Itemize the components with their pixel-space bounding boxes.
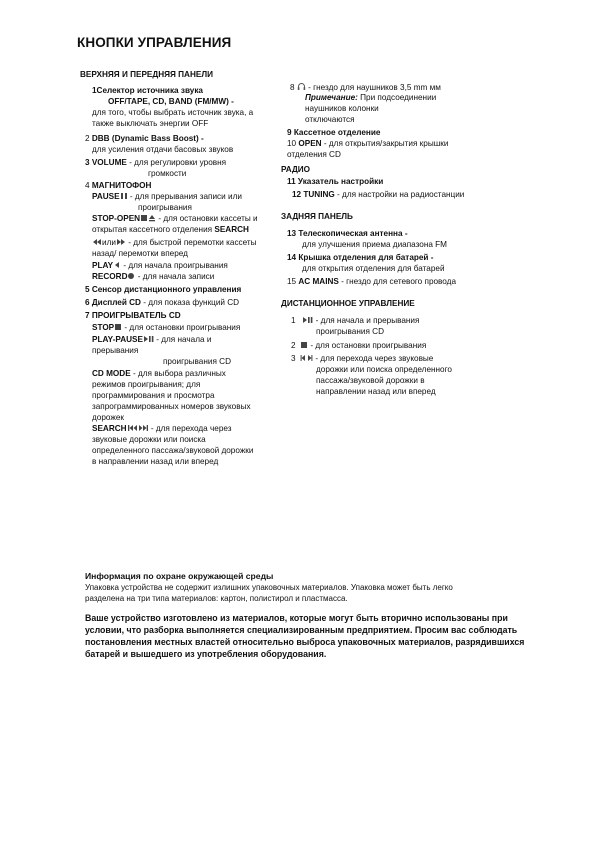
item4-label: МАГНИТОФОН <box>91 181 152 190</box>
pause-icon <box>120 192 128 204</box>
item10-label: OPEN <box>298 139 322 148</box>
item12-label: 12 TUNING <box>292 190 335 199</box>
remote-item3-desc: - для перехода через звуковые <box>313 354 434 363</box>
item12-desc: - для настройки на радиостанции <box>334 190 465 199</box>
play-label: PLAY <box>92 261 114 270</box>
item1-desc-1: для того, чтобы выбрать источник звука, а <box>92 108 254 117</box>
play-pause-label: PLAY-PAUSE <box>92 335 143 344</box>
note-label: Примечание: <box>305 93 358 102</box>
play-pause-desc-2: прерывания <box>92 346 139 355</box>
item3-desc-2: громкости <box>148 169 187 178</box>
environment-text-1: Упаковка устройства не содержит излишних упаковочных материалов. Упаковка может быть легко <box>85 583 453 592</box>
note-line <box>305 93 436 104</box>
note-desc-2: наушников колонки <box>305 104 379 113</box>
item7: 7 ПРОИГРЫВАТЕЛЬ CD <box>85 311 181 320</box>
item15-number: 15 <box>287 277 297 286</box>
item12-line <box>292 190 464 201</box>
note-desc-3: отключаются <box>305 115 355 124</box>
item1-label: OFF/TAPE, CD, BAND (FM/MW) - <box>108 97 234 106</box>
stop-open-desc: - для остановки кассеты и <box>156 214 258 223</box>
item10-desc-2: отделения CD <box>287 150 341 159</box>
item6-desc: - для показа функций CD <box>140 298 240 307</box>
recycling-text-4: батарей и вышедшего из употребления оборудования. <box>85 649 327 659</box>
item2-title <box>85 134 204 145</box>
play-pause-icon <box>302 316 313 328</box>
cd-mode-desc-4: запрограммированных номеров звуковых <box>92 402 251 411</box>
item1-title: 1Селектор источника звука <box>92 86 203 95</box>
item14-desc: для открытия отделения для батарей <box>302 264 445 273</box>
remote-item3-desc-3: пассажа/звуковой дорожки в <box>316 376 425 385</box>
play-pause-icon <box>143 335 154 347</box>
play-desc: - для начала проигрывания <box>121 261 228 270</box>
record-desc: - для начала записи <box>135 272 215 281</box>
cd-stop-desc: - для остановки проигрывания <box>122 323 241 332</box>
cd-stop-icon <box>114 323 122 335</box>
item6-label: 6 Дисплей CD <box>85 298 141 307</box>
forward-icon <box>116 238 126 250</box>
stop-open-desc-2 <box>92 225 249 236</box>
recycling-text-3: постановления местных властей относительно выброса упаковочных материалов, разрядившихся <box>85 637 525 647</box>
item8-desc: - гнездо для наушников 3,5 mm мм <box>305 83 441 92</box>
item1-desc-2: также выключать энергии OFF <box>92 119 209 128</box>
item15-desc: - гнездо для сетевого провода <box>338 277 457 286</box>
remote-item2-line <box>291 341 426 353</box>
page-title: КНОПКИ УПРАВЛЕНИЯ <box>77 35 232 50</box>
section-heading-back: ЗАДНЯЯ ПАНЕЛЬ <box>281 212 353 221</box>
play-pause-line <box>92 335 211 347</box>
remote-item1-line <box>291 316 419 328</box>
remote-item1-desc: - для начала и прерывания <box>313 316 420 325</box>
cd-mode-desc-3: программирования и просмотра <box>92 391 215 400</box>
skip-icon <box>127 424 149 436</box>
remote-item2-number: 2 <box>291 341 296 350</box>
item3-desc: - для регулировки уровня <box>126 158 227 167</box>
stop-icon <box>140 214 148 226</box>
section-heading-remote: ДИСТАНЦИОННОЕ УПРАВЛЕНИЕ <box>281 299 415 308</box>
item10-line <box>287 139 448 150</box>
cd-mode-line <box>92 369 226 380</box>
environment-heading: Информация по охране окружающей среды <box>85 571 274 581</box>
cd-search-desc: - для перехода через <box>148 424 232 433</box>
recycling-text-1: Ваше устройство изготовлено из материалов, которые могут быть вторично использованы при <box>85 613 508 623</box>
remote-item1-number: 1 <box>291 316 296 325</box>
item15-label: AC MAINS <box>298 277 339 286</box>
environment-text-2: разделена на три типа материалов: картон, полистирол и пластмасса. <box>85 594 348 603</box>
item4-title <box>85 181 151 192</box>
cd-mode-label: CD MODE <box>92 369 131 378</box>
cd-mode-desc-2: режимов проигрывания; для <box>92 380 201 389</box>
play-line <box>92 261 228 273</box>
search-or: или <box>102 238 116 247</box>
note-desc: При подсоединении <box>357 93 437 102</box>
pause-label: PAUSE <box>92 192 120 201</box>
play-pause-desc-3: проигрывания CD <box>163 357 231 366</box>
pause-desc: - для прерывания записи или <box>127 192 242 201</box>
cd-search-desc-3: определенного пассажа/звуковой дорожки <box>92 446 254 455</box>
stop-icon <box>300 341 308 353</box>
search-line <box>92 238 257 250</box>
remote-item3-desc-4: направлении назад или вперед <box>316 387 436 396</box>
remote-item3-number: 3 <box>291 354 296 363</box>
recycling-text-2: условии, что разборка выполняется специализированным предприятием. Просим вас соблюдать <box>85 625 518 635</box>
item8-number: 8 <box>290 83 295 92</box>
play-pause-desc: - для начала и <box>153 335 212 344</box>
pause-line <box>92 192 242 204</box>
stop-open-desc-text: открытая кассетного отделения <box>92 225 213 234</box>
cd-stop-label: STOP <box>92 323 115 332</box>
item6-line <box>85 298 239 309</box>
cd-mode-desc-5: дорожек <box>92 413 124 422</box>
item14: 14 Крышка отделения для батарей - <box>287 253 434 262</box>
skip-icon <box>300 354 313 366</box>
cd-mode-desc: - для выбора различных <box>130 369 226 378</box>
item3-label: 3 VOLUME <box>85 158 127 167</box>
item10-number: 10 <box>287 139 297 148</box>
record-line <box>92 272 214 284</box>
play-icon <box>113 261 121 273</box>
item5: 5 Сенсор дистанционного управления <box>85 285 242 294</box>
pause-desc-2: проигрывания <box>138 203 192 212</box>
item13-desc: для улучшения приема диапазона FM <box>302 240 447 249</box>
item2-label: DBB (Dynamic Bass Boost) - <box>91 134 204 143</box>
item9: 9 Кассетное отделение <box>287 128 381 137</box>
cd-search-desc-2: звуковые дорожки или поиска <box>92 435 206 444</box>
search-desc-2: назад/ перемотки вперед <box>92 249 188 258</box>
rewind-icon <box>92 238 102 250</box>
search-desc: - для быстрой перемотки кассеты <box>125 238 257 247</box>
cd-search-label: SEARCH <box>92 424 127 433</box>
stop-open-label: STOP-OPEN <box>92 214 141 223</box>
item3-line <box>85 158 226 169</box>
item2-desc: для усиления отдачи басовых звуков <box>92 145 234 154</box>
item10-desc: - для открытия/закрытия крышки <box>321 139 449 148</box>
cd-stop-line <box>92 323 240 335</box>
search-label: SEARCH <box>214 225 249 234</box>
section-heading-panels: ВЕРХНЯЯ И ПЕРЕДНЯЯ ПАНЕЛИ <box>80 70 213 79</box>
remote-item2-desc: - для остановки проигрывания <box>308 341 427 350</box>
stop-open-line <box>92 214 258 226</box>
remote-item1-desc-2: проигрывания CD <box>316 327 384 336</box>
cd-search-line <box>92 424 232 436</box>
remote-item3-desc-2: дорожки или поиска определенного <box>316 365 452 374</box>
item11: 11 Указатель настройки <box>287 177 384 186</box>
item2-number: 2 <box>85 134 90 143</box>
item13: 13 Телескопическая антенна - <box>287 229 408 238</box>
section-heading-radio: РАДИО <box>281 165 311 174</box>
item4-number: 4 <box>85 181 90 190</box>
remote-item3-line <box>291 354 433 366</box>
item15-line <box>287 277 456 288</box>
eject-icon <box>148 214 156 226</box>
cd-search-desc-4: в направлении назад или вперед <box>92 457 219 466</box>
record-label: RECORD <box>92 272 128 281</box>
